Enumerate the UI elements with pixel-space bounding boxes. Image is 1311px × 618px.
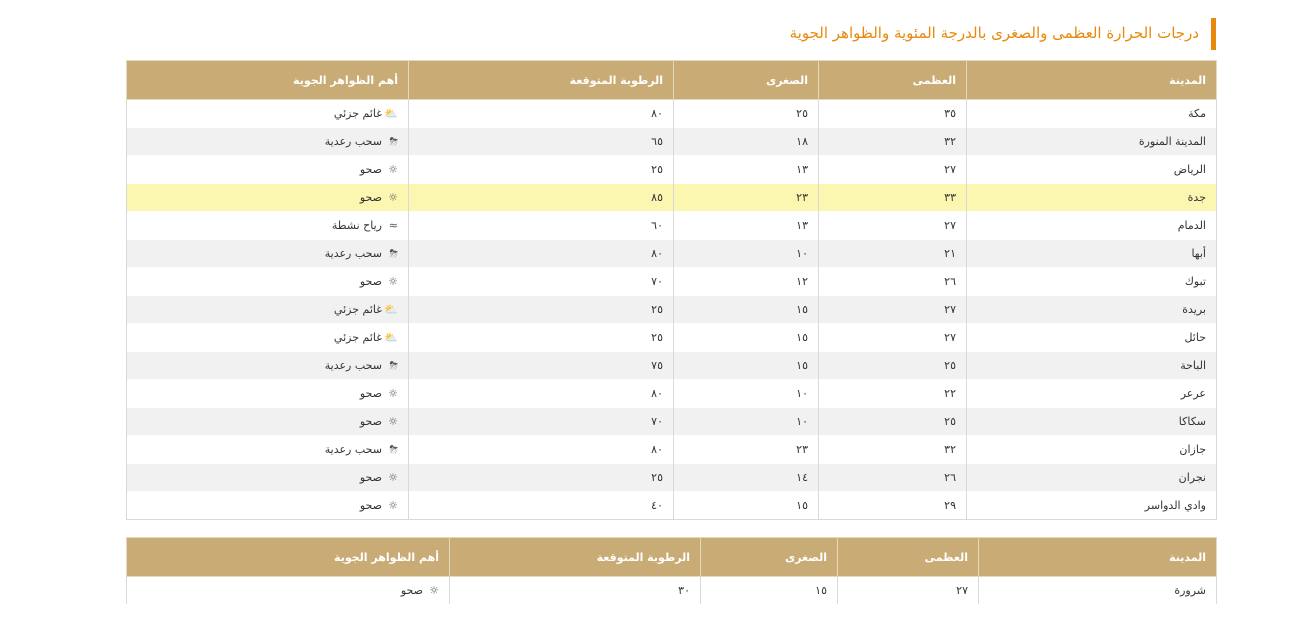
phenomenon-cell — [127, 156, 409, 184]
table-row — [127, 100, 1217, 128]
city-cell: الرياض — [967, 156, 1217, 184]
humidity-cell: ٧٠ — [409, 268, 674, 296]
min-temp-cell: ١٠ — [674, 240, 819, 268]
city-cell: المدينة المنورة — [967, 128, 1217, 156]
wind-icon: ≈ — [388, 219, 398, 232]
table-row — [127, 436, 1217, 464]
min-temp-cell: ١٤ — [674, 464, 819, 492]
max-temp-cell: ٣٢ — [819, 436, 967, 464]
phenomenon-cell — [127, 100, 409, 128]
table-row — [127, 464, 1217, 492]
thunder-cloud-icon: ⛈ — [389, 442, 398, 456]
page-title-block — [126, 18, 1216, 50]
humidity-cell: ٧٠ — [409, 408, 674, 436]
thunder-cloud-icon: ⛈ — [389, 134, 398, 148]
max-temp-cell: ٢٦ — [819, 268, 967, 296]
table-row — [127, 577, 1217, 605]
phenomenon-label: صحو — [400, 584, 423, 597]
humidity-cell: ٢٥ — [409, 324, 674, 352]
table-row — [127, 212, 1217, 240]
phenomenon-cell — [127, 352, 409, 380]
phenomenon-cell — [127, 296, 409, 324]
min-temp-cell: ١٥ — [674, 324, 819, 352]
max-temp-cell: ٢٧ — [819, 324, 967, 352]
table-row — [127, 352, 1217, 380]
page-title: درجات الحرارة العظمى والصغرى بالدرجة المئوية والظواهر الجوية — [789, 24, 1199, 42]
phenomenon-label: صحو — [359, 387, 382, 400]
phenomenon-label: صحو — [359, 499, 382, 512]
table-row — [127, 128, 1217, 156]
table-row — [127, 156, 1217, 184]
column-header-city: المدينة — [979, 538, 1217, 577]
phenomenon-label: رياح نشطة — [331, 219, 382, 232]
phenomenon-label: غائم جزئي — [333, 107, 382, 120]
phenomenon-cell — [127, 324, 409, 352]
table-row — [127, 296, 1217, 324]
city-cell: بريدة — [967, 296, 1217, 324]
humidity-cell: ٨٠ — [409, 436, 674, 464]
table-row — [127, 408, 1217, 436]
humidity-cell: ٣٠ — [450, 577, 701, 605]
max-temp-cell: ٢٩ — [819, 492, 967, 520]
min-temp-cell: ٢٥ — [674, 100, 819, 128]
title-accent-bar — [1211, 18, 1216, 50]
min-temp-cell: ١٥ — [674, 296, 819, 324]
table-header-row — [127, 61, 1217, 100]
humidity-cell: ٦٠ — [409, 212, 674, 240]
phenomenon-cell — [127, 128, 409, 156]
weather-table-body — [127, 577, 1217, 605]
thunder-cloud-icon: ⛈ — [389, 358, 398, 372]
table-row — [127, 240, 1217, 268]
sun-icon: ☼ — [388, 191, 398, 204]
sun-icon: ☼ — [388, 471, 398, 484]
thunder-cloud-icon: ⛈ — [389, 246, 398, 260]
max-temp-cell: ٢١ — [819, 240, 967, 268]
phenomenon-cell — [127, 408, 409, 436]
sun-icon: ☼ — [388, 163, 398, 176]
phenomenon-cell — [127, 436, 409, 464]
city-cell: الدمام — [967, 212, 1217, 240]
phenomenon-label: صحو — [359, 415, 382, 428]
humidity-cell: ٢٥ — [409, 296, 674, 324]
city-cell: الباحة — [967, 352, 1217, 380]
humidity-cell: ٧٥ — [409, 352, 674, 380]
max-temp-cell: ٣٣ — [819, 184, 967, 212]
min-temp-cell: ١٨ — [674, 128, 819, 156]
column-header-phenomena: أهم الظواهر الجوية — [127, 538, 450, 577]
city-cell: جدة — [967, 184, 1217, 212]
city-cell: حائل — [967, 324, 1217, 352]
min-temp-cell: ١٥ — [701, 577, 838, 605]
phenomenon-cell — [127, 464, 409, 492]
min-temp-cell: ٢٣ — [674, 184, 819, 212]
min-temp-cell: ١٠ — [674, 408, 819, 436]
column-header-min: الصغرى — [674, 61, 819, 100]
partly-cloudy-icon: ⛅ — [384, 107, 398, 120]
phenomenon-cell — [127, 184, 409, 212]
max-temp-cell: ٢٢ — [819, 380, 967, 408]
phenomenon-label: غائم جزئي — [333, 303, 382, 316]
table-row — [127, 184, 1217, 212]
city-cell: عرعر — [967, 380, 1217, 408]
phenomenon-label: صحو — [359, 471, 382, 484]
phenomenon-label: صحو — [359, 191, 382, 204]
column-header-max: العظمى — [838, 538, 979, 577]
min-temp-cell: ١٣ — [674, 212, 819, 240]
column-header-city: المدينة — [967, 61, 1217, 100]
column-header-phenomena: أهم الظواهر الجوية — [127, 61, 409, 100]
humidity-cell: ٤٠ — [409, 492, 674, 520]
min-temp-cell: ١٣ — [674, 156, 819, 184]
table-header-row — [127, 538, 1217, 577]
city-cell: أبها — [967, 240, 1217, 268]
humidity-cell: ٨٥ — [409, 184, 674, 212]
table-row — [127, 380, 1217, 408]
sun-icon: ☼ — [429, 584, 439, 597]
phenomenon-label: صحو — [359, 275, 382, 288]
humidity-cell: ٢٥ — [409, 464, 674, 492]
phenomenon-cell — [127, 380, 409, 408]
weather-table-main — [126, 60, 1217, 520]
sun-icon: ☼ — [388, 499, 398, 512]
min-temp-cell: ٢٣ — [674, 436, 819, 464]
weather-table-secondary — [126, 537, 1217, 604]
phenomenon-label: سحب رعدية — [324, 358, 382, 372]
humidity-cell: ٢٥ — [409, 156, 674, 184]
city-cell: شرورة — [979, 577, 1217, 605]
city-cell: مكة — [967, 100, 1217, 128]
column-header-max: العظمى — [819, 61, 967, 100]
phenomenon-label: سحب رعدية — [324, 246, 382, 260]
column-header-min: الصغرى — [701, 538, 838, 577]
sun-icon: ☼ — [388, 387, 398, 400]
max-temp-cell: ٣٢ — [819, 128, 967, 156]
max-temp-cell: ٢٧ — [838, 577, 979, 605]
phenomenon-label: غائم جزئي — [333, 331, 382, 344]
table-row — [127, 268, 1217, 296]
column-header-humidity: الرطوبة المتوقعة — [409, 61, 674, 100]
city-cell: نجران — [967, 464, 1217, 492]
min-temp-cell: ١٠ — [674, 380, 819, 408]
sun-icon: ☼ — [388, 415, 398, 428]
partly-cloudy-icon: ⛅ — [384, 303, 398, 316]
max-temp-cell: ٢٧ — [819, 156, 967, 184]
humidity-cell: ٨٠ — [409, 380, 674, 408]
phenomenon-cell — [127, 268, 409, 296]
phenomenon-cell — [127, 492, 409, 520]
city-cell: تبوك — [967, 268, 1217, 296]
table-row — [127, 492, 1217, 520]
weather-table-body — [127, 100, 1217, 520]
humidity-cell: ٨٠ — [409, 100, 674, 128]
table-row — [127, 324, 1217, 352]
humidity-cell: ٨٠ — [409, 240, 674, 268]
phenomenon-cell — [127, 240, 409, 268]
max-temp-cell: ٢٧ — [819, 296, 967, 324]
max-temp-cell: ٢٦ — [819, 464, 967, 492]
max-temp-cell: ٢٥ — [819, 408, 967, 436]
max-temp-cell: ٢٧ — [819, 212, 967, 240]
min-temp-cell: ١٥ — [674, 492, 819, 520]
sun-icon: ☼ — [388, 275, 398, 288]
max-temp-cell: ٢٥ — [819, 352, 967, 380]
min-temp-cell: ١٢ — [674, 268, 819, 296]
phenomenon-cell — [127, 212, 409, 240]
phenomenon-label: سحب رعدية — [324, 134, 382, 148]
phenomenon-label: صحو — [359, 163, 382, 176]
partly-cloudy-icon: ⛅ — [384, 331, 398, 344]
max-temp-cell: ٣٥ — [819, 100, 967, 128]
city-cell: سكاكا — [967, 408, 1217, 436]
column-header-humidity: الرطوبة المتوقعة — [450, 538, 701, 577]
city-cell: جازان — [967, 436, 1217, 464]
phenomenon-label: سحب رعدية — [324, 442, 382, 456]
city-cell: وادي الدواسر — [967, 492, 1217, 520]
phenomenon-cell — [127, 577, 450, 605]
humidity-cell: ٦٥ — [409, 128, 674, 156]
min-temp-cell: ١٥ — [674, 352, 819, 380]
